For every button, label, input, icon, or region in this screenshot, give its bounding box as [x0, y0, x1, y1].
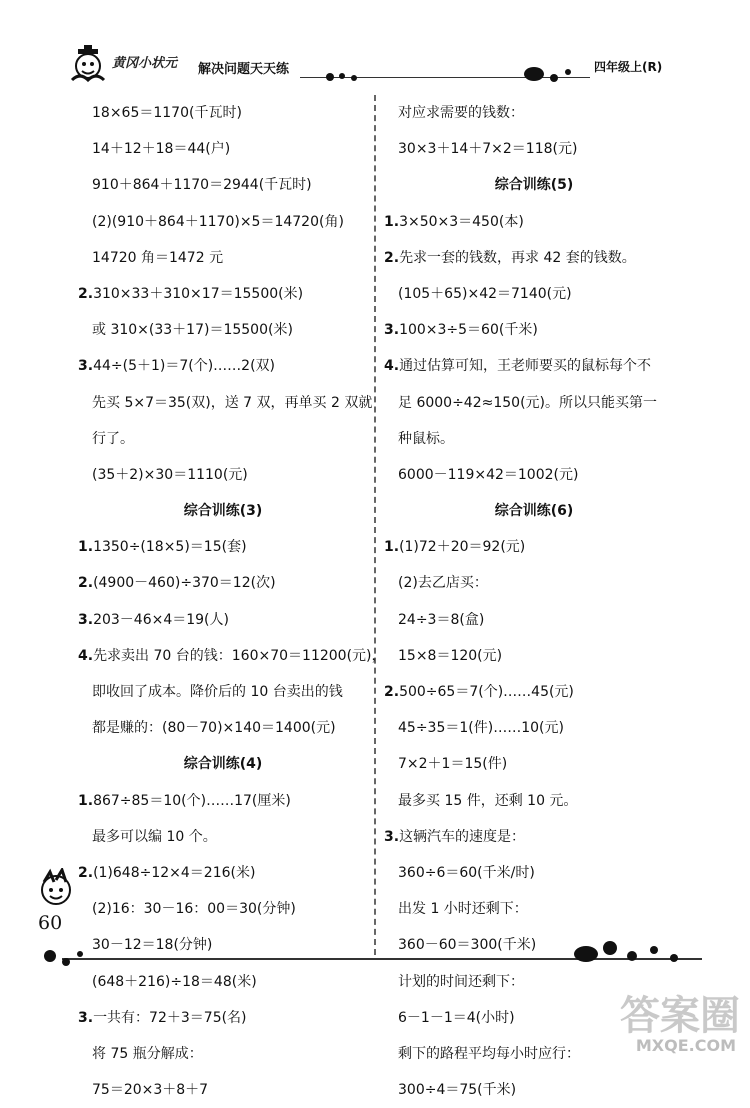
item-text: 100×3÷5＝60(千米)	[399, 322, 538, 339]
item-number: 2.	[78, 285, 94, 302]
vine-decoration-icon	[40, 942, 100, 972]
answer-item	[384, 529, 684, 565]
mascot-logo-icon	[66, 42, 110, 84]
answer-line: 7×2＋1＝15(件)	[398, 756, 508, 773]
answer-line: 14720 角＝1472 元	[92, 249, 224, 266]
item-text: 3×50×3＝450(本)	[399, 213, 524, 230]
answer-line: 行了。	[92, 430, 134, 447]
answer-line: 30－12＝18(分钟)	[92, 937, 213, 954]
item-number: 1.	[384, 539, 400, 556]
item-number: 3.	[384, 322, 400, 339]
answer-line: 都是赚的：(80－70)×140＝1400(元)	[92, 720, 336, 737]
answer-line: 最多买 15 件，还剩 10 元。	[398, 792, 578, 809]
answer-line: 最多可以编 10 个。	[92, 828, 217, 845]
item-text: 一共有：72＋3＝75(名)	[93, 1009, 247, 1026]
answer-line: (2)16：30－16：00＝30(分钟)	[92, 901, 296, 918]
item-text: 203－46×4＝19(人)	[93, 611, 229, 628]
item-number: 4.	[78, 647, 94, 664]
item-number: 3.	[78, 358, 94, 375]
answer-line: (648＋216)÷18＝48(米)	[92, 973, 257, 990]
item-text: (1)72＋20＝92(元)	[399, 539, 526, 556]
page-header	[0, 0, 750, 92]
answer-line: 出发 1 小时还剩下：	[398, 901, 528, 918]
item-text: 先求卖出 70 台的钱：160×70＝11200(元)，	[93, 647, 386, 664]
item-number: 2.	[78, 575, 94, 592]
answer-item	[384, 240, 684, 276]
vine-decoration-icon	[322, 68, 362, 86]
answer-item	[78, 638, 386, 674]
item-text: (4900－460)÷370＝12(次)	[93, 575, 276, 592]
answer-item	[78, 855, 368, 891]
vine-decoration-icon	[520, 62, 576, 86]
answer-line: 6－1－1＝4(小时)	[398, 1009, 515, 1026]
answer-item	[78, 565, 368, 601]
answer-line: 910＋864＋1170＝2944(千瓦时)	[92, 177, 312, 194]
item-text: 1350÷(18×5)＝15(套)	[93, 539, 247, 556]
watermark-url: MXQE.COM	[635, 1036, 736, 1055]
mascot-figure-icon	[36, 868, 76, 910]
answer-line: (35＋2)×30＝1110(元)	[92, 466, 248, 483]
answer-line: 15×8＝120(元)	[398, 647, 503, 664]
answer-item	[78, 276, 368, 312]
item-text: 这辆汽车的速度是：	[399, 828, 526, 845]
answer-item	[78, 1000, 368, 1036]
answer-item	[78, 783, 368, 819]
answer-line: 300÷4＝75(千米)	[398, 1082, 517, 1099]
section-heading: 综合训练(3)	[183, 503, 263, 520]
answer-line: 24÷3＝8(盒)	[398, 611, 485, 628]
answer-item	[384, 348, 684, 384]
answer-line: 360÷6＝60(千米/时)	[398, 864, 535, 881]
item-text: 44÷(5＋1)＝7(个)……2(双)	[93, 358, 276, 375]
section-heading: 综合训练(5)	[494, 177, 574, 194]
item-text: (1)648÷12×4＝216(米)	[93, 864, 256, 881]
answer-line: 对应求需要的钱数：	[398, 105, 524, 121]
answer-item	[384, 312, 684, 348]
answer-line: 45÷35＝1(件)……10(元)	[398, 720, 564, 737]
item-number: 4.	[384, 358, 400, 375]
answer-line: 先买 5×7＝35(双)，送 7 双，再单买 2 双就	[92, 394, 373, 411]
answer-line: 14＋12＋18＝44(户)	[92, 141, 231, 158]
item-number: 1.	[78, 539, 94, 556]
section-heading: 综合训练(4)	[183, 756, 263, 773]
item-number: 3.	[78, 1009, 94, 1026]
answer-line: 360－60＝300(千米)	[398, 937, 537, 954]
item-number: 2.	[384, 249, 400, 266]
item-number: 2.	[384, 684, 400, 700]
answer-item	[384, 674, 684, 710]
answer-line: 种鼠标。	[398, 430, 454, 447]
grade-label: 四年级上(R)	[594, 60, 663, 74]
item-text: 310×33＋310×17＝15500(米)	[93, 285, 304, 302]
item-text: 500÷65＝7(个)……45(元)	[399, 684, 574, 700]
answer-item	[78, 348, 368, 384]
answer-line: 即收回了成本。降价后的 10 台卖出的钱	[92, 684, 343, 700]
answer-line: 18×65＝1170(千瓦时)	[92, 105, 242, 121]
item-text: 先求一套的钱数，再求 42 套的钱数。	[399, 249, 636, 266]
answer-line: (2)去乙店买：	[398, 575, 488, 592]
item-number: 1.	[384, 213, 400, 230]
section-heading: 综合训练(6)	[494, 503, 574, 520]
answer-line: (2)(910＋864＋1170)×5＝14720(角)	[92, 213, 344, 230]
answer-line: 或 310×(33＋17)＝15500(米)	[92, 322, 293, 339]
item-text: 通过估算可知，王老师要买的鼠标每个不	[399, 358, 652, 375]
series-title: 解决问题天天练	[198, 62, 290, 77]
answer-line: 足 6000÷42≈150(元)。所以只能买第一	[398, 394, 657, 411]
answer-line: 将 75 瓶分解成：	[92, 1045, 203, 1062]
item-number: 3.	[78, 611, 94, 628]
item-number: 3.	[384, 828, 400, 845]
watermark-logo: 答案圈	[620, 993, 740, 1039]
item-number: 1.	[78, 792, 94, 809]
brand-name: 黄冈小状元	[112, 56, 178, 71]
answer-line: 30×3＋14＋7×2＝118(元)	[398, 141, 578, 158]
item-number: 2.	[78, 864, 94, 881]
answer-item	[384, 819, 684, 855]
answer-item	[78, 529, 368, 565]
answer-line: 剩下的路程平均每小时应行：	[398, 1045, 580, 1062]
answer-item	[384, 204, 684, 240]
answer-line: (105＋65)×42＝7140(元)	[398, 285, 572, 302]
left-column	[78, 95, 386, 1108]
vine-decoration-icon	[570, 936, 700, 970]
answer-line: 计划的时间还剩下：	[398, 973, 524, 990]
column-divider	[374, 95, 376, 955]
answer-line: 6000－119×42＝1002(元)	[398, 466, 579, 483]
item-text: 867÷85＝10(个)……17(厘米)	[93, 792, 291, 809]
answer-line: 75＝20×3＋8＋7	[92, 1082, 209, 1099]
page-number: 60	[38, 912, 63, 934]
answer-item	[78, 602, 368, 638]
